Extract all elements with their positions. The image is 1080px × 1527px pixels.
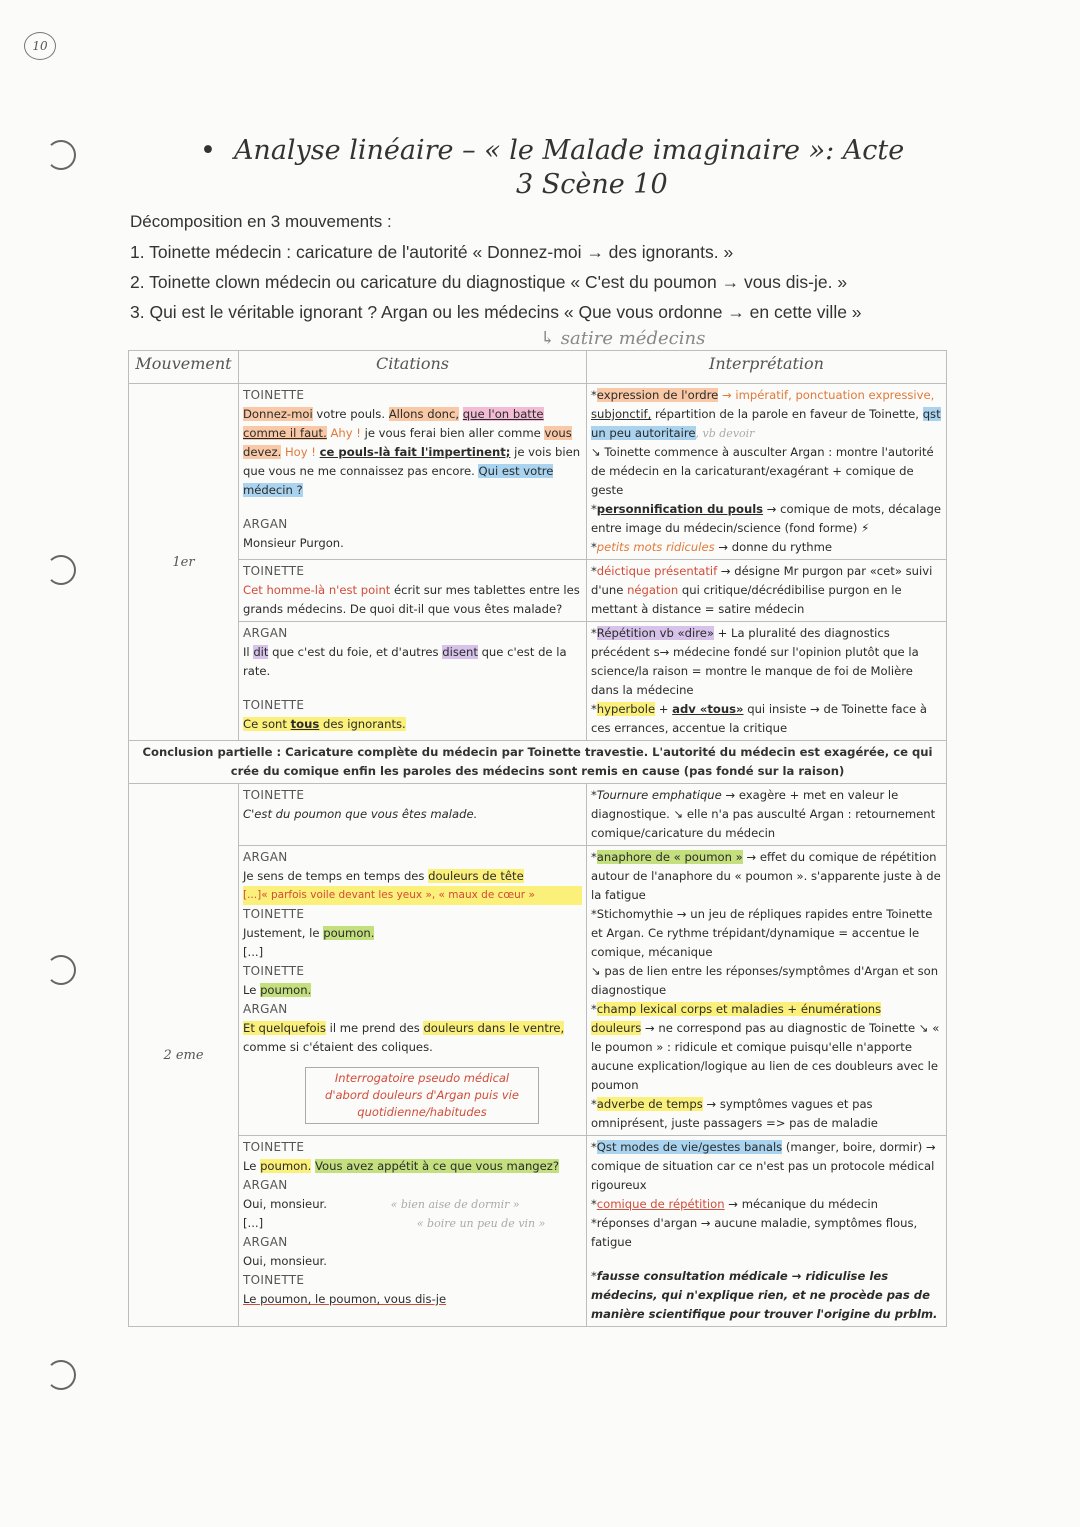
movement-label: 2 eme	[129, 784, 239, 1327]
interpretation-text: répartition de la parole en faveur de Toinette,	[655, 407, 919, 421]
citation-cell	[239, 560, 587, 622]
movement-1-summary: 1. Toinette médecin : caricature de l'autorité « Donnez-moi → des ignorants. »	[130, 242, 734, 262]
interpretation-cell: *anaphore de « poumon » → effet du comique de répétition autour de l'anaphore du « poumon ». s'apparente juste à de la fatigue *Stichomythie → un jeu de répliques rapides entre Toinette et Argan. Ce rythme trépidant/dynamique = accentue le comique, mécanique ↘ pas de lien entre les réponses/symptômes d'Argan et son diagnostique *champ lexical corps et maladies + énumérations douleurs → ne correspond pas au diagnostic de Toinette ↘ « le poumon » : ridicule et comique puisqu'elle n'apporte aucune explication/logique au lien de ces doubleurs avec le poumon *adverbe de temps → symptômes vagues et pas omniprésent, juste passagers => pas de maladie	[587, 846, 947, 1136]
speaker-name: TOINETTE	[243, 907, 305, 921]
interpretation-text: expressive,	[868, 388, 935, 402]
quote-text: des ignorants.	[323, 717, 406, 731]
quote-text: Oui, monsieur.	[243, 1254, 327, 1268]
speaker-name: TOINETTE	[243, 1140, 305, 1154]
quote-text: que c'est du foie, et d'autres	[272, 645, 439, 659]
movement-3-summary: 3. Qui est le véritable ignorant ? Argan ou les médecins « Que vous ordonne → en cette ville »	[130, 302, 862, 322]
citation-cell	[239, 622, 587, 741]
interpretation-text: → comique de mots, décalage entre image du médecin/science (fond forme) ⚡	[591, 502, 941, 535]
partial-conclusion-row	[129, 741, 947, 784]
handwritten-note: « bien aise de dormir »	[390, 1198, 520, 1211]
quote-text: Le	[243, 983, 257, 997]
quote-text: ce pouls-là fait l'impertinent;	[319, 445, 511, 459]
quote-text: je vois bien que vous ne me connaissez pas encore.	[243, 445, 581, 478]
speaker-name: ARGAN	[243, 1235, 288, 1249]
quote-text: douleurs dans le ventre,	[423, 1021, 565, 1035]
analysis-table	[128, 350, 947, 1327]
movement-label: 1er	[129, 384, 239, 741]
citation-cell	[239, 784, 587, 846]
table-row	[129, 784, 947, 846]
quote-text: Vous avez appétit à ce que vous mangez?	[315, 1159, 560, 1173]
header-citations: Citations	[239, 351, 587, 384]
interpretation-text: hyperbole	[596, 702, 656, 716]
interpretation-text: qui critique/décrédibilise purgon en le mettant à distance = satire médecin	[591, 583, 902, 616]
quote-text: dit	[253, 645, 269, 659]
decomposition-heading: Décomposition en 3 mouvements :	[130, 212, 392, 231]
quote-text: disent	[442, 645, 478, 659]
interpretation-text: ↘ pas de lien entre les réponses/symptômes d'Argan et son diagnostique	[591, 964, 939, 997]
quote-text: Monsieur Purgon.	[243, 536, 344, 550]
interpretation-text: anaphore de « poumon »	[596, 850, 743, 864]
interpretation-text: (manger, boire, dormir) → comique de situation car ce n'est pas un protocole médical rigoureux	[591, 1140, 936, 1192]
quote-text: écrit sur mes tablettes entre les grands médecins. De quoi dit-il que vous êtes malade?	[243, 583, 580, 616]
quote-text: [...]	[243, 1216, 264, 1230]
page-number: 10	[24, 32, 56, 60]
quote-text: C'est du poumon que vous êtes malade.	[243, 807, 478, 821]
quote-text: poumon.	[260, 1159, 312, 1173]
speaker-name: ARGAN	[243, 626, 288, 640]
binder-ring	[46, 140, 76, 170]
interpretation-cell: *Qst modes de vie/gestes banals (manger, boire, dormir) → comique de situation car ce n'est pas un protocole médical rigoureux *comique de répétition → mécanique du médecin *réponses d'argan → aucune maladie, symptômes flous, fatigue *fausse consultation médicale → ridiculise les médecins, qui n'explique rien, et ne procède pas de manière scientifique pour trouver l'origine du prblm.	[587, 1136, 947, 1327]
citation-cell	[239, 1136, 587, 1327]
interpretation-text: comique de répétition	[596, 1197, 725, 1211]
quote-text: Oui, monsieur.	[243, 1197, 327, 1211]
interpretation-text: déictique présentatif	[596, 564, 718, 578]
interpretation-text: réponses d'argan → aucune maladie, symptômes flous, fatigue	[591, 1216, 918, 1249]
interpretation-text: personnification du pouls	[596, 502, 764, 516]
interpretation-text: Stichomythie → un jeu de répliques rapides entre Toinette et Argan. Ce rythme trépidant/dynamique = accentue le comique, mécanique	[591, 907, 933, 959]
quote-text: Et quelquefois	[243, 1021, 326, 1035]
binder-ring	[46, 1360, 76, 1390]
binder-ring	[46, 555, 76, 585]
quote-text: Ce sont	[243, 717, 287, 731]
interpretation-cell: *Répétition vb «dire» + La pluralité des diagnostics précédent s→ médecine fondé sur l'opinion plutôt que la science/la raison = montre le manque de foi de Molière dans la médecine *hyperbole + adv «tous» qui insiste → de Toinette face à ces errances, accentue la critique	[587, 622, 947, 741]
table-row	[129, 384, 947, 560]
quote-text: Le	[243, 1159, 257, 1173]
quote-text: comme il faut.	[243, 426, 327, 440]
interpretation-text: qst un peu autoritaire	[591, 407, 941, 440]
quote-text: douleurs de tête	[428, 869, 524, 883]
interpretation-text: +	[658, 702, 669, 716]
interpretation-text: adverbe de temps	[596, 1097, 703, 1111]
quote-text: poumon.	[260, 983, 312, 997]
quote-text: Hoy !	[284, 445, 316, 459]
quote-text: poumon.	[323, 926, 375, 940]
quote-text: [...]	[243, 945, 264, 959]
quote-text: Le poumon, le poumon, vous dis-je	[243, 1292, 447, 1306]
speaker-name: TOINETTE	[243, 788, 305, 802]
speaker-name: TOINETTE	[243, 1273, 305, 1287]
partial-conclusion: Conclusion partielle : Caricature complète du médecin par Toinette travestie. L'autorité du médecin est exagérée, ce qui crée du comique enfin les paroles des médecins sont remis en cause (pas fondé sur la raison)	[129, 741, 947, 784]
speaker-name: TOINETTE	[243, 964, 305, 978]
quote-text: je vous ferai bien aller comme	[364, 426, 541, 440]
title-line-1: Analyse linéaire – « le Malade imaginaire »: Acte	[233, 135, 905, 166]
interpretation-text: + La pluralité des diagnostics précédent s→ médecine fondé sur l'opinion plutôt que la science/la raison = montre le manque de foi de Molière dans la médecine	[591, 626, 919, 697]
interpretation-text: champ lexical corps et maladies + énumérations	[596, 1002, 882, 1016]
quote-text: tous	[290, 717, 320, 731]
page-title: • Analyse linéaire – « le Malade imaginaire »: Acte 3 Scène 10	[200, 134, 960, 202]
quote-text: votre pouls.	[316, 407, 385, 421]
table-row	[129, 846, 947, 1136]
speaker-name: ARGAN	[243, 850, 288, 864]
interpretation-text: qui insiste → de Toinette face à ces errances, accentue la critique	[591, 702, 927, 735]
interpretation-text: → exagère + met en valeur le diagnostique. ↘ elle n'a pas ausculté Argan : retournement comique/caricature du médecin	[591, 788, 936, 840]
interpretation-cell: *Tournure emphatique → exagère + met en valeur le diagnostique. ↘ elle n'a pas ausculté Argan : retournement comique/caricature du médecin	[587, 784, 947, 846]
speaker-name: ARGAN	[243, 1002, 288, 1016]
interpretation-text: adv «tous»	[672, 702, 744, 716]
quote-text: n'est point	[328, 583, 391, 597]
interpretation-text: Tournure emphatique	[596, 788, 722, 802]
interpretation-text: fausse consultation médicale → ridiculise les médecins, qui n'explique rien, et ne procède pas de manière scientifique pour trouver l'origine du prblm.	[591, 1269, 938, 1321]
citation-cell	[239, 384, 587, 560]
quote-text: il me prend des	[329, 1021, 420, 1035]
binder-ring	[46, 955, 76, 985]
speaker-name: TOINETTE	[243, 388, 305, 402]
citation-cell	[239, 846, 587, 1136]
movement-2-summary: 2. Toinette clown médecin ou caricature du diagnostique « C'est du poumon → vous dis-je. »	[130, 272, 848, 292]
quote-text: Allons donc,	[388, 407, 460, 421]
handwritten-note: « boire un peu de vin »	[416, 1217, 546, 1230]
title-line-2: 3 Scène 10	[516, 169, 668, 200]
interpretation-text: subjonctif,	[591, 407, 652, 421]
handwritten-note: ↳ satire médecins	[540, 328, 706, 349]
quote-text: comme si c'étaient des coliques.	[243, 1040, 433, 1054]
quote-text: Justement, le	[243, 926, 320, 940]
interpretation-text: petits mots ridicules	[596, 540, 715, 554]
quote-text: Donnez-moi	[243, 407, 313, 421]
quote-text: Je sens de temps en temps des	[243, 869, 425, 883]
header-mouvement: Mouvement	[129, 351, 239, 384]
interpretation-text: expression de l'ordre	[596, 388, 719, 402]
table-row	[129, 622, 947, 741]
header-interpretation: Interprétation	[587, 351, 947, 384]
handwritten-note: , vb devoir	[695, 427, 755, 440]
quote-text: que l'on batte	[462, 407, 544, 421]
interpretation-text: douleurs	[591, 1021, 642, 1035]
table-row	[129, 1136, 947, 1327]
table-row	[129, 560, 947, 622]
interpretation-text: ↘ Toinette commence à ausculter Argan : montre l'autorité de médecin en la caricaturant/exagérant + comique de geste	[591, 445, 934, 497]
interpretation-text: → effet du comique de répétition autour de l'anaphore du « poumon ». s'apparente juste à de la fatigue	[591, 850, 941, 902]
quote-text: vous devez.	[243, 426, 572, 459]
interpretation-text: → impératif, ponctuation	[721, 388, 865, 402]
interpretation-text: Qst modes de vie/gestes banals	[596, 1140, 783, 1154]
interpretation-text: → désigne Mr purgon par «cet» suivi d'une	[591, 564, 933, 597]
quote-text: [...]« parfois voile devant les yeux », « maux de cœur »	[243, 886, 582, 905]
quote-text: Qui est votre médecin ?	[243, 464, 554, 497]
interpretation-text: Répétition vb «dire»	[596, 626, 714, 640]
interpretation-text: négation	[627, 583, 679, 597]
quote-text: Il	[243, 645, 250, 659]
interpretation-cell: *expression de l'ordre → impératif, ponctuation expressive, subjonctif, répartition de la parole en faveur de Toinette, qst un peu autoritaire, vb devoir ↘ Toinette commence à ausculter Argan : montre l'autorité de médecin en la caricaturant/exagérant + comique de geste *personnification du pouls → comique de mots, décalage entre image du médecin/science (fond forme) ⚡ *petits mots ridicules → donne du rythme	[587, 384, 947, 560]
annotation-box: Interrogatoire pseudo médical d'abord douleurs d'Argan puis vie quotidienne/habitudes	[305, 1067, 539, 1124]
interpretation-cell: *déictique présentatif → désigne Mr purgon par «cet» suivi d'une négation qui critique/décrédibilise purgon en le mettant à distance = satire médecin	[587, 560, 947, 622]
quote-text: que c'est de la rate.	[243, 645, 567, 678]
quote-text: Ahy !	[330, 426, 361, 440]
speaker-name: TOINETTE	[243, 698, 305, 712]
interpretation-text: → donne du rythme	[718, 540, 833, 554]
interpretation-text: → mécanique du médecin	[728, 1197, 878, 1211]
interpretation-text: → ne correspond pas au diagnostic de Toinette ↘ « le poumon » : ridicule et comique puisqu'elle n'apporte aucune explication/logique au lien de ces doubleurs avec le poumon	[591, 1021, 940, 1092]
speaker-name: ARGAN	[243, 1178, 288, 1192]
speaker-name: TOINETTE	[243, 564, 305, 578]
quote-text: Cet homme-là	[243, 583, 326, 597]
decomposition	[130, 207, 980, 327]
interpretation-text: → symptômes vagues et pas omniprésent, juste passagers => pas de maladie	[591, 1097, 878, 1130]
speaker-name: ARGAN	[243, 517, 288, 531]
